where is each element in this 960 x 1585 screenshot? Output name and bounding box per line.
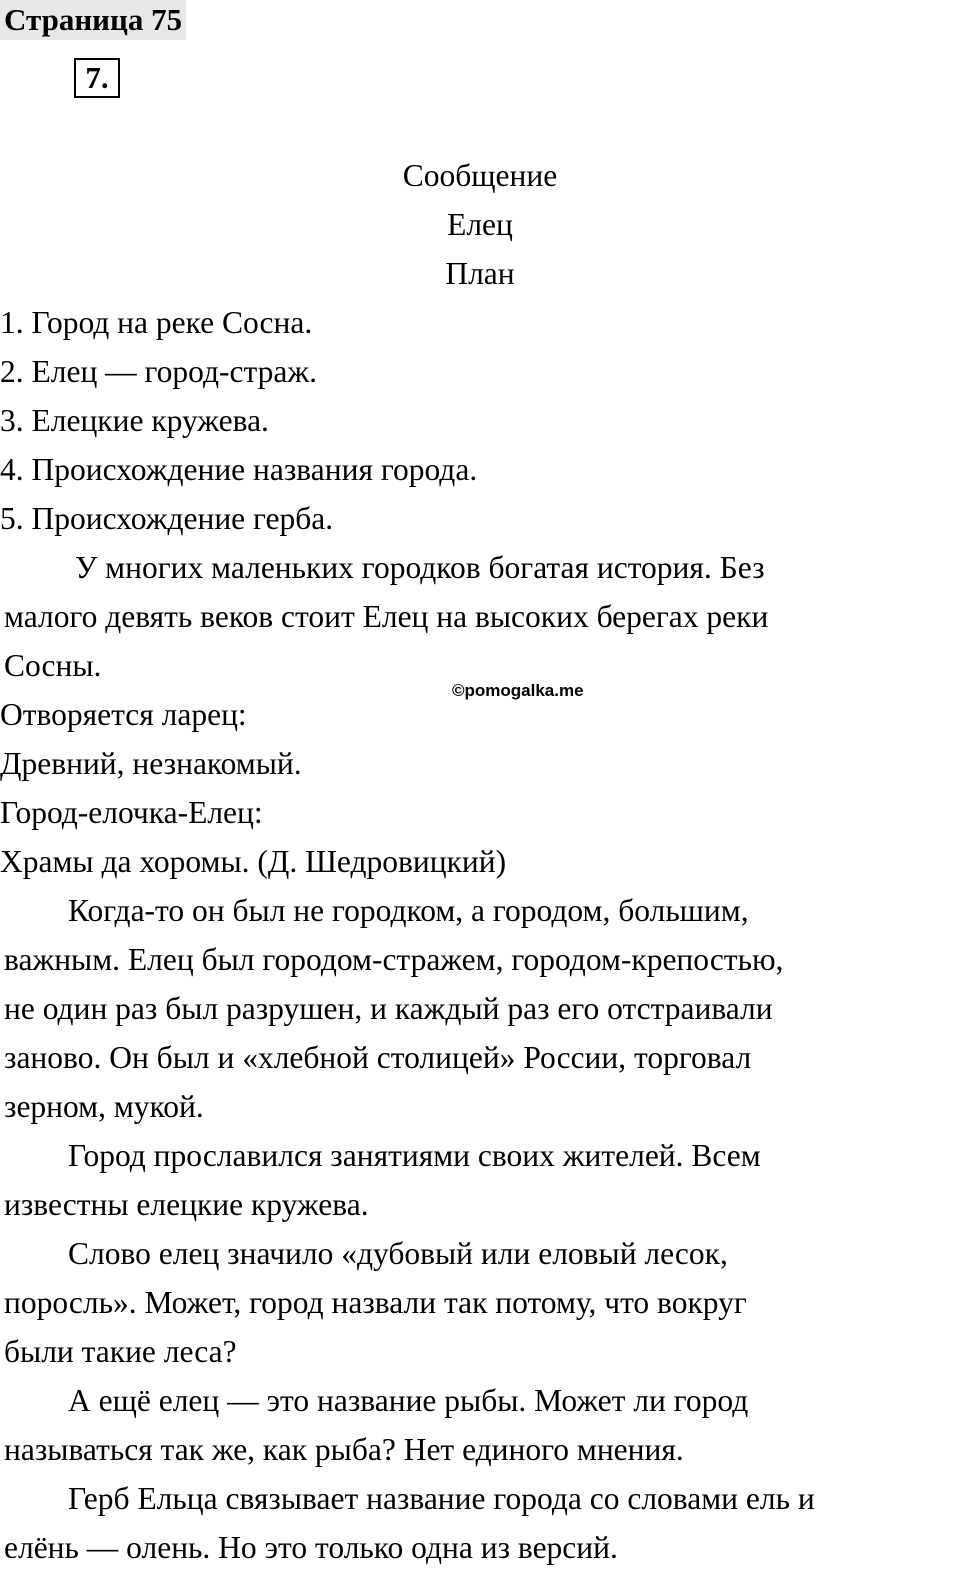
plan-item: 3. Елецкие кружева. [0, 403, 269, 438]
paragraph-fish [0, 1376, 954, 1474]
heading-type: Сообщение [402, 158, 558, 193]
task-number-badge: 7. [74, 58, 120, 98]
text-line: известны елецкие кружева. [4, 1187, 369, 1222]
plan-item: 2. Елец — город-страж. [0, 354, 318, 389]
text-line: важным. Елец был городом-стражем, городом-крепостью, [4, 942, 784, 977]
plan-item: 4. Происхождение названия города. [0, 452, 478, 487]
text-line: малого девять веков стоит Елец на высоких берегах реки [4, 599, 769, 634]
paragraph-lace [0, 1131, 954, 1229]
text-line: А ещё елец — это название рыбы. Может ли город [68, 1383, 749, 1418]
text-line: Когда-то он был не городком, а городом, большим, [68, 893, 749, 928]
heading-plan: План [445, 256, 515, 291]
text-line: Герб Ельца связывает название города со словами ель и [68, 1481, 815, 1516]
text-line: Слово елец значило «дубовый или еловый лесок, [68, 1236, 728, 1271]
text-line: У многих маленьких городков богатая история. Без [75, 550, 765, 585]
paragraph-name-origin [0, 1229, 954, 1376]
plan-item: 5. Происхождение герба. [0, 501, 334, 536]
text-line: называться так же, как рыба? Нет единого мнения. [4, 1432, 684, 1467]
text-line: не один раз был разрушен, и каждый раз его отстраивали [4, 991, 773, 1026]
page-title: Страница 75 [0, 0, 186, 40]
verse-line: Отворяется ларец: [0, 697, 247, 732]
watermark: ©pomogalka.me [452, 681, 584, 700]
text-line: зерном, мукой. [4, 1089, 204, 1124]
verse-line: Древний, незнакомый. [0, 746, 302, 781]
document-body [0, 151, 960, 1572]
paragraph-history [0, 543, 954, 690]
plan-item: 1. Город на реке Сосна. [0, 305, 313, 340]
paragraph-coat-of-arms [0, 1474, 954, 1572]
text-line: Город прославился занятиями своих жителей. Всем [68, 1138, 761, 1173]
text-line: заново. Он был и «хлебной столицей» России, торговал [4, 1040, 752, 1075]
text-line: Сосны. [4, 648, 102, 683]
heading-topic: Елец [447, 207, 513, 242]
verse-line: Город-елочка-Елец: [0, 795, 263, 830]
text-line: елёнь — олень. Но это только одна из версий. [4, 1530, 618, 1565]
paragraph-guard-city [0, 886, 954, 1131]
text-line: поросль». Может, город назвали так потому, что вокруг [4, 1285, 747, 1320]
text-line: были такие леса? [4, 1334, 237, 1369]
verse-line: Храмы да хоромы. (Д. Шедровицкий) [0, 844, 507, 879]
